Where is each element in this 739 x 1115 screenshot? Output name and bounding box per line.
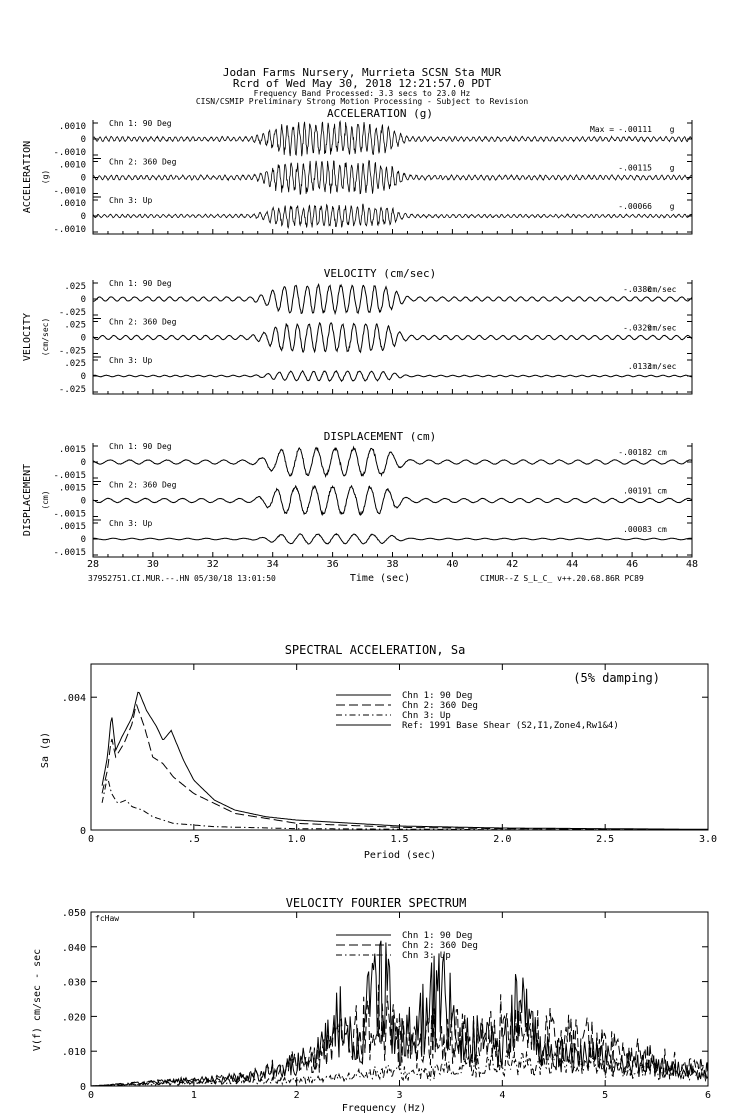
panel-yunit: (cm/sec) [41,317,50,357]
y-tick-label: .050 [61,908,86,919]
record-header [196,66,529,106]
series-line [91,985,708,1086]
y-tick-label: 0 [80,372,86,382]
fourier-xlabel: Frequency (Hz) [341,1103,427,1114]
y-tick-label: 0 [79,826,86,837]
y-tick-label: -.0010 [53,148,86,158]
legend-label: Ref: 1991 Base Shear (S2,I1,Zone4,Rw1&4) [402,721,619,731]
series-line [91,941,708,1086]
y-tick-label: .004 [61,693,86,705]
x-tick-label: 44 [566,559,579,570]
frequency-band: Frequency Band Processed: 3.3 secs to 23.0 Hz [253,89,471,98]
x-tick-label: 2.0 [493,834,512,845]
panel-displacement [22,430,698,570]
fourier-corner-label: fcHaw [95,914,120,923]
panel-ylabel: ACCELERATION [22,140,33,214]
channel-name: Chn 1: 90 Deg [109,119,172,128]
seismogram-trace [93,534,692,544]
fourier-title: VELOCITY FOURIER SPECTRUM [285,896,467,910]
fourier-ylabel: V(f) cm/sec - sec [32,948,43,1052]
panel-title: ACCELERATION (g) [327,107,433,120]
processing-note: CISN/CSMIP Preliminary Strong Motion Processing - Subject to Revision [195,97,529,106]
channel-max-value: .00191 [623,486,652,496]
y-tick-label: .0015 [58,483,86,494]
y-tick-label: .0010 [58,122,86,132]
y-tick-label: .025 [64,320,86,331]
y-tick-label: .030 [61,977,86,989]
legend-label: Chn 1: 90 Deg [402,691,473,701]
y-tick-label: -.025 [58,308,86,318]
channel-unit: cm [657,486,667,496]
panel-acceleration [22,107,692,235]
y-tick-label: 0 [80,173,86,184]
station-title: Jodan Farms Nursery, Murrieta SCSN Sta MUR [222,66,502,79]
y-tick-label: -.025 [58,346,86,357]
seismogram-trace [93,447,692,476]
y-tick-label: 0 [80,135,86,145]
plot-frame [91,664,708,830]
x-tick-label: .5 [187,834,200,845]
x-tick-label: 38 [386,559,399,570]
channel-max-value: .0133 [627,362,652,371]
channel-max-value: -.0329 [623,323,652,333]
y-tick-label: -.0015 [53,548,86,558]
x-tick-label: 6 [704,1090,712,1101]
channel-name: Chn 1: 90 Deg [109,279,172,288]
x-tick-label: 2 [293,1090,300,1101]
panel-yunit: (cm) [41,490,50,510]
seismogram-trace [93,371,692,381]
x-tick-label: 48 [685,559,699,570]
y-tick-label: 0 [79,1082,86,1093]
x-tick-label: 0 [87,834,95,845]
y-tick-label: .025 [64,282,86,292]
fourier-spectrum-chart [32,896,711,1114]
y-tick-label: -.025 [58,385,86,395]
time-axis [88,573,644,584]
x-tick-label: 28 [86,559,100,570]
x-tick-label: 36 [326,559,339,570]
y-tick-label: .0015 [58,522,86,532]
x-tick-label: 34 [266,559,279,570]
time-series-panels [22,107,698,570]
channel-unit: g [669,125,675,134]
x-tick-label: 32 [206,559,219,570]
channel-unit: cm/sec [647,362,677,371]
channel-name: Chn 2: 360 Deg [109,157,177,167]
record-id: 37952751.CI.MUR.--.HN 05/30/18 13:01:50 [88,574,276,583]
seismogram-trace [93,323,692,352]
channel-unit: cm/sec [647,323,677,333]
channel-name: Chn 1: 90 Deg [109,442,172,451]
x-tick-label: 30 [146,559,159,570]
y-tick-label: .025 [64,359,86,369]
y-tick-label: .0010 [58,160,86,171]
time-axis-label: Time (sec) [349,573,411,584]
y-tick-label: -.0015 [53,471,86,481]
sa-xlabel: Period (sec) [363,850,437,861]
channel-max-value: -.00111 [618,125,652,134]
x-tick-label: 3.0 [698,834,718,845]
channel-name: Chn 2: 360 Deg [109,317,177,327]
y-tick-label: .0015 [58,445,86,455]
legend-label: Chn 3: Up [402,711,451,721]
channel-unit: g [669,163,675,173]
legend-label: Chn 2: 360 Deg [402,701,478,711]
y-tick-label: 0 [80,458,86,468]
x-tick-label: 5 [602,1090,609,1101]
y-tick-label: 0 [80,535,86,545]
y-tick-label: 0 [80,333,86,344]
y-tick-label: .0010 [58,199,86,209]
x-tick-label: 40 [446,559,459,570]
x-tick-label: 1.0 [287,834,306,845]
channel-unit: g [669,202,675,211]
channel-name: Chn 3: Up [109,519,153,528]
channel-max-value: -.0380 [623,285,652,294]
channel-max-value: -.00066 [618,202,652,211]
sa-ylabel: Sa (g) [40,731,51,769]
y-tick-label: 0 [80,295,86,305]
panel-velocity [22,267,692,395]
seismogram-trace [93,486,692,515]
seismogram-trace [93,161,692,195]
channel-unit: cm/sec [647,285,677,294]
x-tick-label: 4 [499,1090,506,1101]
y-tick-label: -.0010 [53,186,86,197]
y-tick-label: 0 [80,212,86,222]
channel-max-value: .00083 [623,525,652,534]
x-tick-label: 0 [87,1090,95,1101]
series-line [102,779,708,830]
channel-unit: cm [657,525,667,534]
max-label: Max = [590,125,615,134]
y-tick-label: -.0015 [53,509,86,520]
sa-title: SPECTRAL ACCELERATION, Sa [284,643,466,657]
legend-label: Chn 2: 360 Deg [402,941,478,951]
record-time: Rcrd of Wed May 30, 2018 12:21:57.0 PDT [232,77,492,90]
panel-ylabel: DISPLACEMENT [22,463,33,537]
processing-version: CIMUR--Z S_L_C_ v++.20.68.86R PC89 [480,574,644,583]
legend-label: Chn 1: 90 Deg [402,931,473,941]
x-tick-label: 46 [626,559,639,570]
channel-max-value: -.00115 [618,163,652,173]
x-tick-label: 1.5 [390,834,409,845]
channel-name: Chn 2: 360 Deg [109,480,177,490]
y-tick-label: .020 [61,1012,86,1024]
channel-max-value: -.00182 [618,448,652,457]
seismogram-trace [93,284,692,313]
y-tick-label: 0 [80,496,86,507]
x-tick-label: 42 [506,559,519,570]
x-tick-label: 2.5 [596,834,615,845]
panel-title: DISPLACEMENT (cm) [323,430,437,443]
y-tick-label: .010 [61,1047,86,1059]
damping-note: (5% damping) [573,671,660,685]
channel-name: Chn 3: Up [109,356,153,365]
y-tick-label: .040 [61,942,86,954]
x-tick-label: 1 [190,1090,197,1101]
panel-ylabel: VELOCITY [22,312,33,362]
panel-yunit: (g) [41,169,50,185]
panel-title: VELOCITY (cm/sec) [323,267,437,280]
y-tick-label: -.0010 [53,225,86,235]
channel-unit: cm [657,448,667,457]
seismogram-trace [93,204,692,228]
channel-name: Chn 3: Up [109,196,153,205]
legend-label: Chn 3: Up [402,951,451,961]
spectral-acceleration-chart [40,643,717,861]
x-tick-label: 3 [396,1090,403,1101]
